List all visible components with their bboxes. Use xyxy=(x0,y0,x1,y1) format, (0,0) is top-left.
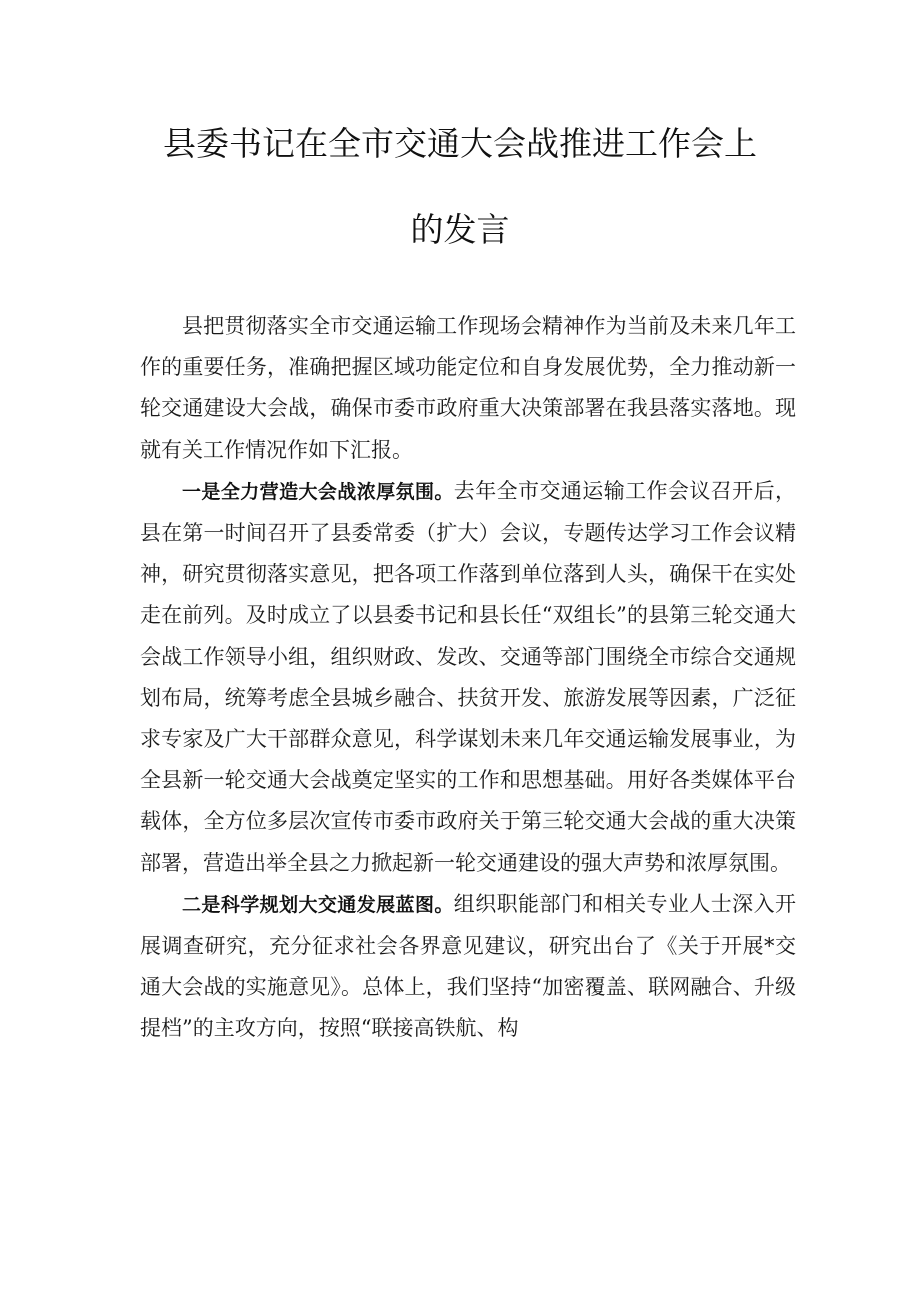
paragraph-text: 县把贯彻落实全市交通运输工作现场会精神作为当前及未来几年工作的重要任务，准确把握区域功能定位和自身发展优势，全力推动新一轮交通建设大会战，确保市委市政府重大决策部署在我县落实落地。现就有关工作情况作如下汇报。 xyxy=(140,314,796,462)
paragraph-lead-heading: 一是全力营造大会战浓厚氛围。 xyxy=(182,480,454,503)
document-body xyxy=(140,306,796,1050)
paragraph-text: 去年全市交通运输工作会议召开后，县在第一时间召开了县委常委（扩大）会议，专题传达学习工作会议精神，研究贯彻落实意见，把各项工作落到单位落到人头，确保干在实处走在前列。及时成立了以县委书记和县长任“双组长”的县第三轮交通大会战工作领导小组，组织财政、发改、交通等部门围绕全市综合交通规划布局，统筹考虑全县城乡融合、扶贫开发、旅游发展等因素，广泛征求专家及广大干部群众意见，科学谋划未来几年交通运输发展事业，为全县新一轮交通大会战奠定坚实的工作和思想基础。用好各类媒体平台载体，全方位多层次宣传市委市政府关于第三轮交通大会战的重大决策部署，营造出举全县之力掀起新一轮交通建设的强大声势和浓厚氛围。 xyxy=(140,478,796,875)
document-title-line-2: 的发言 xyxy=(410,210,510,249)
paragraph-planning xyxy=(140,884,796,1050)
paragraph-atmosphere xyxy=(140,471,796,884)
paragraph-intro xyxy=(140,306,796,471)
paragraph-lead-heading: 二是科学规划大交通发展蓝图。 xyxy=(182,893,454,916)
paragraph-text: 组织职能部门和相关专业人士深入开展调查研究，充分征求社会各界意见建议，研究出台了《关于开展*交通大会战的实施意见》。总体上，我们坚持“加密覆盖、联网融合、升级提档”的主攻方向，按照“联接高铁航、构 xyxy=(140,891,796,1041)
document-title-line-1: 县委书记在全市交通大会战推进工作会上 xyxy=(163,124,757,163)
